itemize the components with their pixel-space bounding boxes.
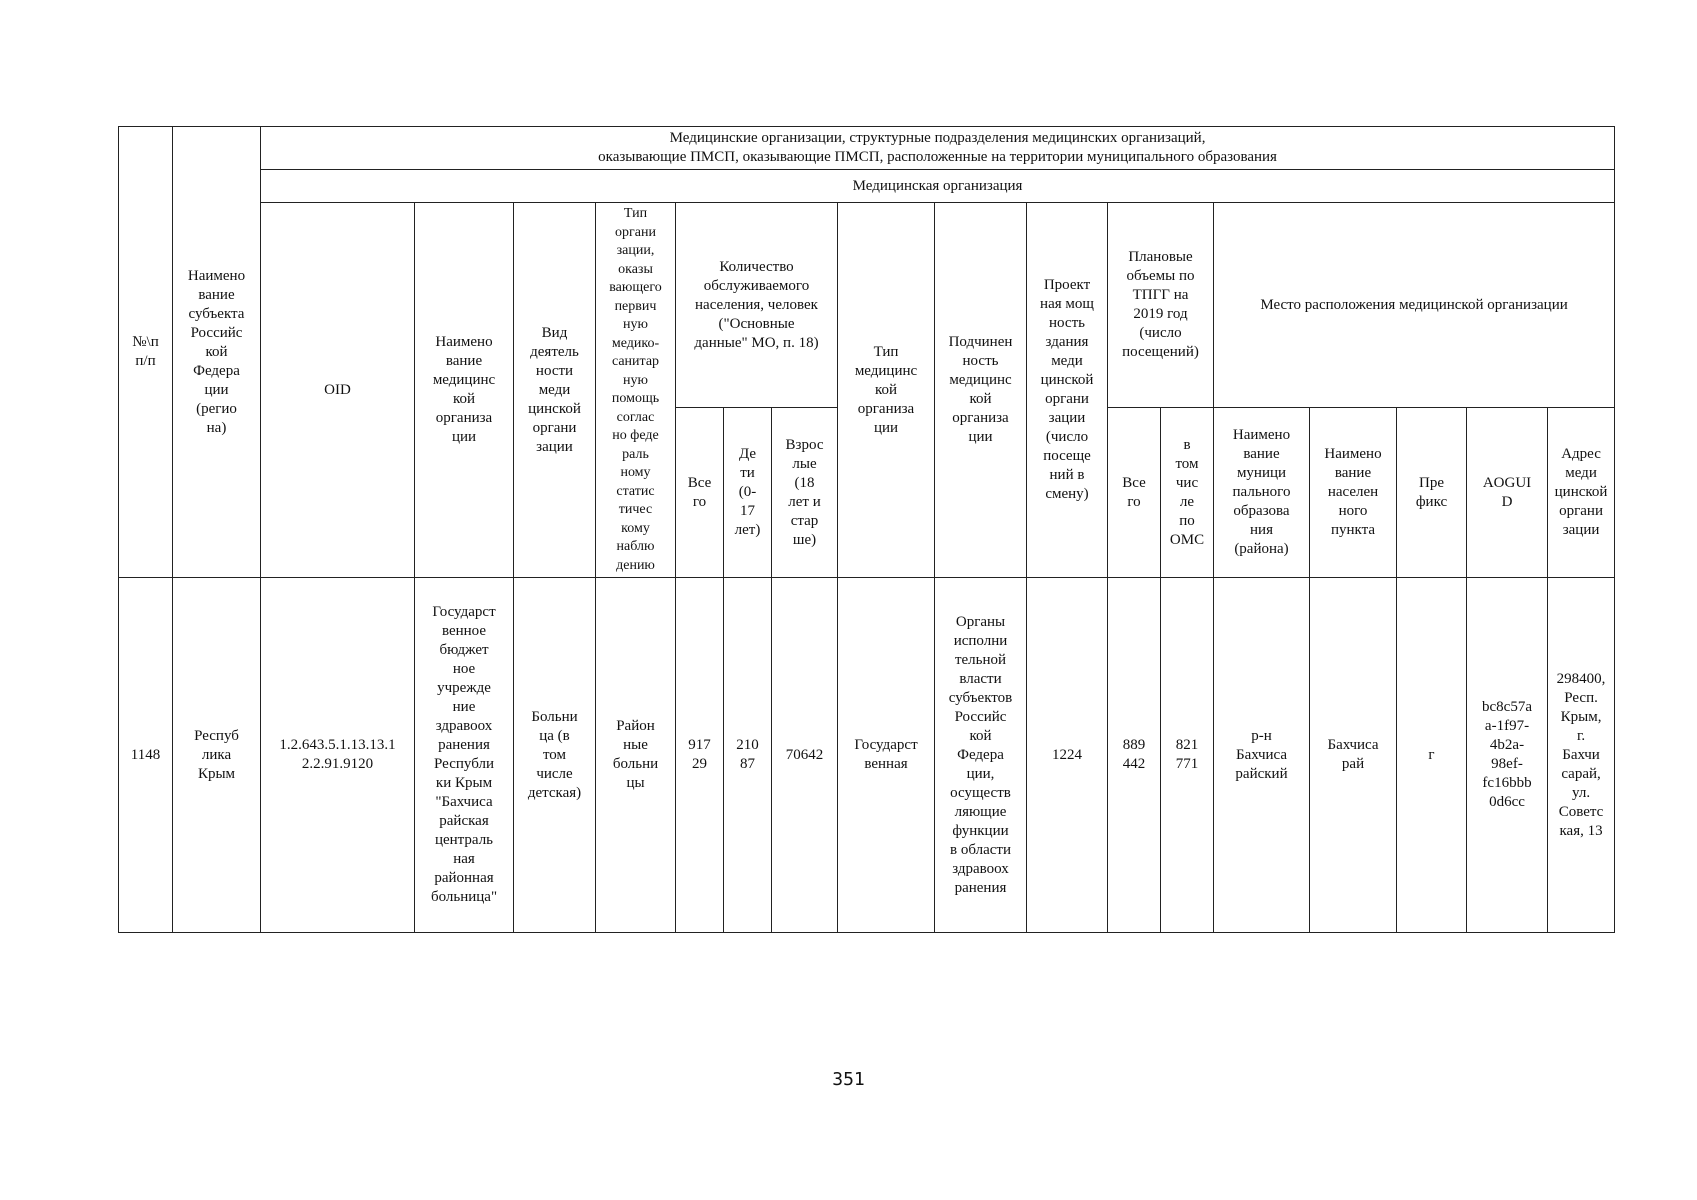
cell-org-type-pmsp: Район ные больни цы [596,578,676,933]
header-planned-total: Все го [1108,408,1161,578]
header-planned: Плановые объемы по ТПГГ на 2019 год (число посещений) [1108,203,1214,408]
cell-activity: Больни ца (в том числе детская) [514,578,596,933]
header-address: Адрес меди цинской органи зации [1548,408,1615,578]
header-settlement: Наимено вание населен ного пункта [1310,408,1397,578]
cell-municipality: р-н Бахчиса райский [1214,578,1310,933]
header-oid: OID [261,203,415,578]
cell-planned-total: 889 442 [1108,578,1161,933]
header-org-name: Наимено вание медицинс кой организа ции [415,203,514,578]
cell-org-name: Государст венное бюджет ное учрежде ние здравоох ранения Республи ки Крым "Бахчиса райская централь ная районная больница" [415,578,514,933]
header-served-adults: Взрос лые (18 лет и стар ше) [772,408,838,578]
header-num: №\п п/п [119,127,173,578]
cell-subordination: Органы исполни тельной власти субъектов Российс кой Федера ции, осуществ ляющие функции в области здравоох ранения [935,578,1027,933]
cell-served-adults: 70642 [772,578,838,933]
page-number: 351 [832,1069,865,1090]
header-med-org: Медицинская организация [261,170,1615,203]
table-row [119,578,1615,933]
header-served-total: Все го [676,408,724,578]
table-title: Медицинские организации, структурные подразделения медицинских организаций, оказывающие ПМСП, оказывающие ПМСП, расположенные на территории муниципального образования [261,127,1615,170]
cell-subject: Респуб лика Крым [173,578,261,933]
cell-settlement: Бахчиса рай [1310,578,1397,933]
header-aoguid: AOGUI D [1467,408,1548,578]
medical-organizations-table [118,126,1615,933]
header-served-children: Де ти (0- 17 лет) [724,408,772,578]
header-activity: Вид деятель ности меди цинской органи зации [514,203,596,578]
header-org-type-pmsp: Тип органи зации, оказы вающего первич ную медико- санитар ную помощь соглас но феде раль ному статис тичес кому наблю дению [596,203,676,578]
header-capacity: Проект ная мощ ность здания меди цинской органи зации (число посеще ний в смену) [1027,203,1108,578]
header-served: Количество обслуживаемого населения, человек ("Основные данные" МО, п. 18) [676,203,838,408]
cell-med-org-type: Государст венная [838,578,935,933]
header-planned-oms: в том чис ле по ОМС [1161,408,1214,578]
cell-served-total: 917 29 [676,578,724,933]
cell-capacity: 1224 [1027,578,1108,933]
header-subject: Наимено вание субъекта Российс кой Федера ции (регио на) [173,127,261,578]
header-location: Место расположения медицинской организации [1214,203,1615,408]
header-med-org-type: Тип медицинс кой организа ции [838,203,935,578]
header-subordination: Подчинен ность медицинс кой организа ции [935,203,1027,578]
cell-served-children: 210 87 [724,578,772,933]
cell-address: 298400, Респ. Крым, г. Бахчи сарай, ул. Советс кая, 13 [1548,578,1615,933]
cell-planned-oms: 821 771 [1161,578,1214,933]
header-prefix: Пре фикс [1397,408,1467,578]
cell-oid: 1.2.643.5.1.13.13.1 2.2.91.9120 [261,578,415,933]
cell-aoguid: bc8c57a a-1f97- 4b2a- 98ef- fc16bbb 0d6cc [1467,578,1548,933]
header-municipality: Наимено вание муници пального образова ния (района) [1214,408,1310,578]
cell-num: 1148 [119,578,173,933]
cell-prefix: г [1397,578,1467,933]
